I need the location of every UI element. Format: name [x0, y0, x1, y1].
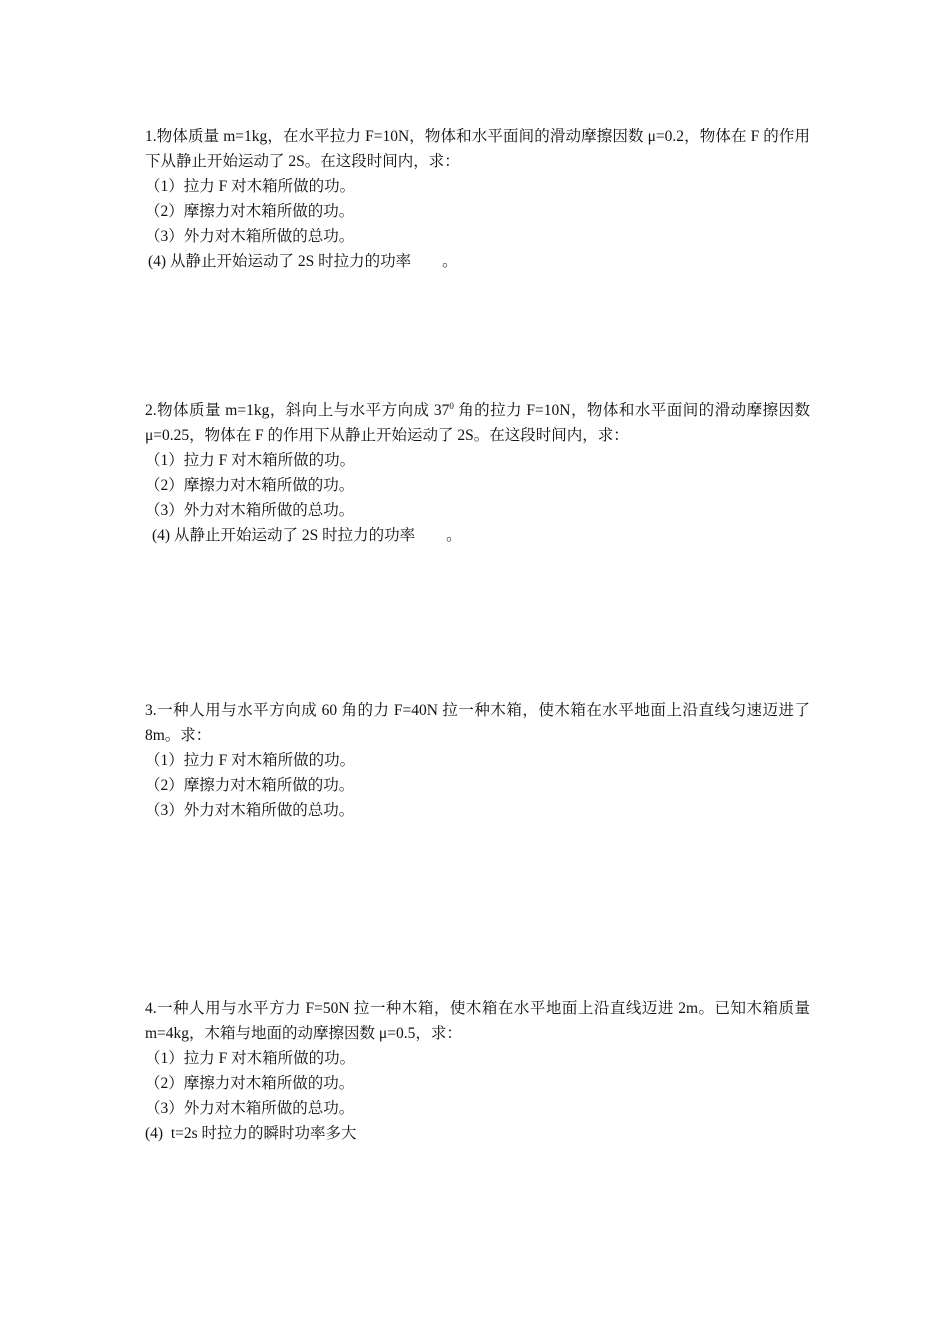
problem-4-question-4: (4) t=2s 时拉力的瞬时功率多大	[145, 1125, 357, 1142]
problem-3-question-2: （2）摩擦力对木箱所做的功。	[145, 777, 355, 794]
problem-4-question-2: （2）摩擦力对木箱所做的功。	[145, 1075, 355, 1092]
problem-2-stem-part-1: 2.物体质量 m=1kg，斜向上与水平方向成 37	[145, 402, 450, 419]
problem-4-question-3: （3）外力对木箱所做的总功。	[145, 1100, 355, 1117]
problem-1-question-3: （3）外力对木箱所做的总功。	[145, 228, 355, 245]
problem-2-stem-part-2: 角的拉力 F=10N，物体和水平面间的滑动摩擦因数 μ=0.25，物体在 F 的作用下从静止开始运动了 2S。在这段时间内，求：	[145, 402, 810, 444]
problem-3-question-1: （1）拉力 F 对木箱所做的功。	[145, 752, 356, 769]
problem-3-stem: 3.一种人用与水平方向成 60 角的力 F=40N 拉一种木箱，使木箱在水平地面上沿直线匀速迈进了 8m。求：	[145, 702, 810, 744]
problem-1-stem: 1.物体质量 m=1kg，在水平拉力 F=10N，物体和水平面间的滑动摩擦因数 μ=0.2，物体在 F 的作用下从静止开始运动了 2S。在这段时间内，求：	[145, 128, 810, 170]
problem-2-question-2: （2）摩擦力对木箱所做的功。	[145, 477, 355, 494]
problem-2-question-1: （1）拉力 F 对木箱所做的功。	[145, 452, 356, 469]
problem-4-stem: 4.一种人用与水平方力 F=50N 拉一种木箱，使木箱在水平地面上沿直线迈进 2m。已知木箱质量 m=4kg，木箱与地面的动摩擦因数 μ=0.5，求：	[145, 1000, 810, 1042]
problem-1-question-1: （1）拉力 F 对木箱所做的功。	[145, 178, 356, 195]
problem-2	[145, 398, 810, 548]
problem-2-question-4: (4) 从静止开始运动了 2S 时拉力的功率 。	[152, 527, 462, 544]
problem-4-question-1: （1）拉力 F 对木箱所做的功。	[145, 1050, 356, 1067]
problem-1-question-4: (4) 从静止开始运动了 2S 时拉力的功率 。	[148, 253, 458, 270]
problem-1-question-2: （2）摩擦力对木箱所做的功。	[145, 203, 355, 220]
degree-superscript: 0	[449, 400, 454, 411]
problem-3-question-3: （3）外力对木箱所做的总功。	[145, 802, 355, 819]
problem-4	[145, 996, 810, 1146]
problem-2-question-3: （3）外力对木箱所做的总功。	[145, 502, 355, 519]
problem-3	[145, 698, 810, 823]
problem-2-stem	[145, 398, 810, 448]
problem-1	[145, 124, 810, 274]
